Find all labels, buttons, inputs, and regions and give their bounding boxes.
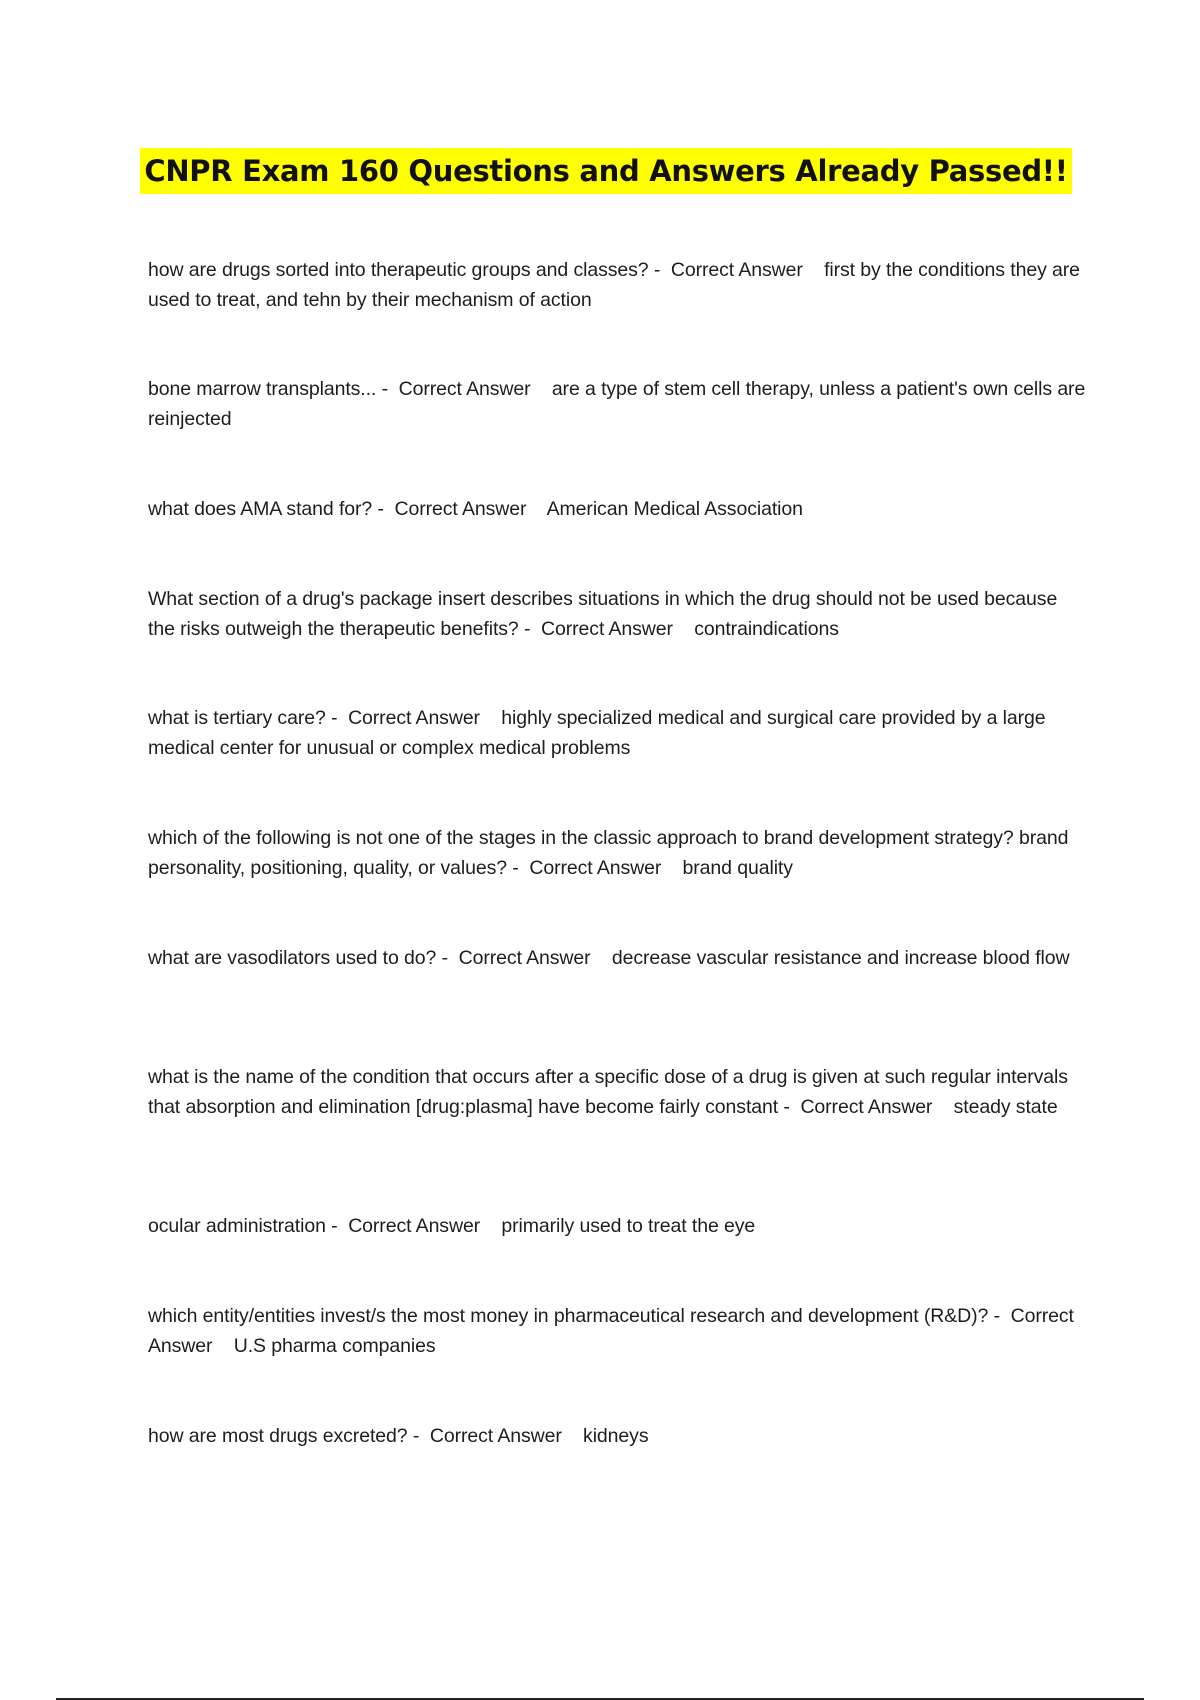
answer-text: kidneys <box>583 1425 649 1447</box>
qa-item: what does AMA stand for? - Correct Answer American Medical Association <box>148 498 803 520</box>
qa-item: what are vasodilators used to do? - Correct Answer decrease vascular resistance and increase blood flow <box>148 947 1070 969</box>
answer-text: American Medical Association <box>546 498 803 520</box>
question-text: what are vasodilators used to do? <box>148 947 437 969</box>
title-container <box>0 148 1200 194</box>
answer-text: contraindications <box>694 617 839 640</box>
answer-text: decrease vascular resistance and increase blood flow <box>611 947 1070 969</box>
question-text: bone marrow transplants... <box>148 378 377 400</box>
answer-label: Correct Answer <box>348 1215 481 1237</box>
answer-label: Correct Answer <box>148 1305 1074 1357</box>
qa-item: bone marrow transplants... - Correct Answer are a type of stem cell therapy, unless a patient's own cells are reinjected <box>148 378 1086 430</box>
question-text: which of the following is not one of the stages in the classic approach to brand development strategy? brand personality, positioning, quality, or values? <box>148 827 1069 879</box>
qa-item: what is the name of the condition that occurs after a specific dose of a drug is given at such regular intervals that absorption and elimination [drug:plasma] have become fairly constant - Correct Answer steady state <box>148 1066 1068 1118</box>
answer-text: brand quality <box>682 856 793 879</box>
qa-item: What section of a drug's package insert describes situations in which the drug should not be used because the risks outweigh the therapeutic benefits? - Correct Answer contraindications <box>148 588 1058 640</box>
question-text: which entity/entities invest/s the most money in pharmaceutical research and development (R&D)? <box>148 1305 989 1327</box>
answer-label: Correct Answer <box>800 1095 933 1118</box>
qa-item: which entity/entities invest/s the most money in pharmaceutical research and development (R&D)? - Correct Answer U.S pharma companies <box>148 1305 1074 1357</box>
qa-item: ocular administration - Correct Answer primarily used to treat the eye <box>148 1215 756 1237</box>
question-text: what is tertiary care? <box>148 707 326 729</box>
question-text: how are most drugs excreted? <box>148 1425 408 1447</box>
answer-text: primarily used to treat the eye <box>501 1215 756 1237</box>
answer-label: Correct Answer <box>398 378 531 400</box>
qa-item: which of the following is not one of the stages in the classic approach to brand development strategy? brand personality, positioning, quality, or values? - Correct Answer brand quality <box>148 827 1069 879</box>
question-text: what does AMA stand for? <box>148 498 373 520</box>
answer-label: Correct Answer <box>541 617 673 640</box>
answer-text: steady state <box>953 1095 1058 1118</box>
document-title: CNPR Exam 160 Questions and Answers Already Passed!! <box>140 148 1071 194</box>
answer-label: Correct Answer <box>348 707 480 729</box>
answer-text: highly specialized medical and surgical care provided by a large medical center for unusual or complex medical problems <box>148 707 1046 759</box>
qa-item: how are most drugs excreted? - Correct Answer kidneys <box>148 1425 649 1447</box>
answer-label: Correct Answer <box>429 1425 562 1447</box>
question-text: ocular administration <box>148 1215 326 1237</box>
answer-text: first by the conditions they are used to treat, and tehn by their mechanism of action <box>148 259 1080 311</box>
question-text: how are drugs sorted into therapeutic groups and classes? <box>148 259 649 281</box>
answer-text: are a type of stem cell therapy, unless a patient's own cells are reinjected <box>148 378 1086 430</box>
answer-text: U.S pharma companies <box>233 1334 436 1357</box>
qa-item: how are drugs sorted into therapeutic groups and classes? - Correct Answer first by the conditions they are used to treat, and tehn by their mechanism of action <box>148 259 1080 311</box>
answer-label: Correct Answer <box>458 947 591 969</box>
question-text: What section of a drug's package insert describes situations in which the drug should not be used because the risks outweigh the therapeutic benefits? <box>148 588 1058 640</box>
answer-label: Correct Answer <box>394 498 527 520</box>
answer-label: Correct Answer <box>529 856 662 879</box>
answer-label: Correct Answer <box>670 259 803 281</box>
qa-item: what is tertiary care? - Correct Answer highly specialized medical and surgical care provided by a large medical center for unusual or complex medical problems <box>148 707 1046 759</box>
question-text: what is the name of the condition that occurs after a specific dose of a drug is given at such regular intervals that absorption and elimination [drug:plasma] have become fairly constant <box>148 1066 1068 1118</box>
